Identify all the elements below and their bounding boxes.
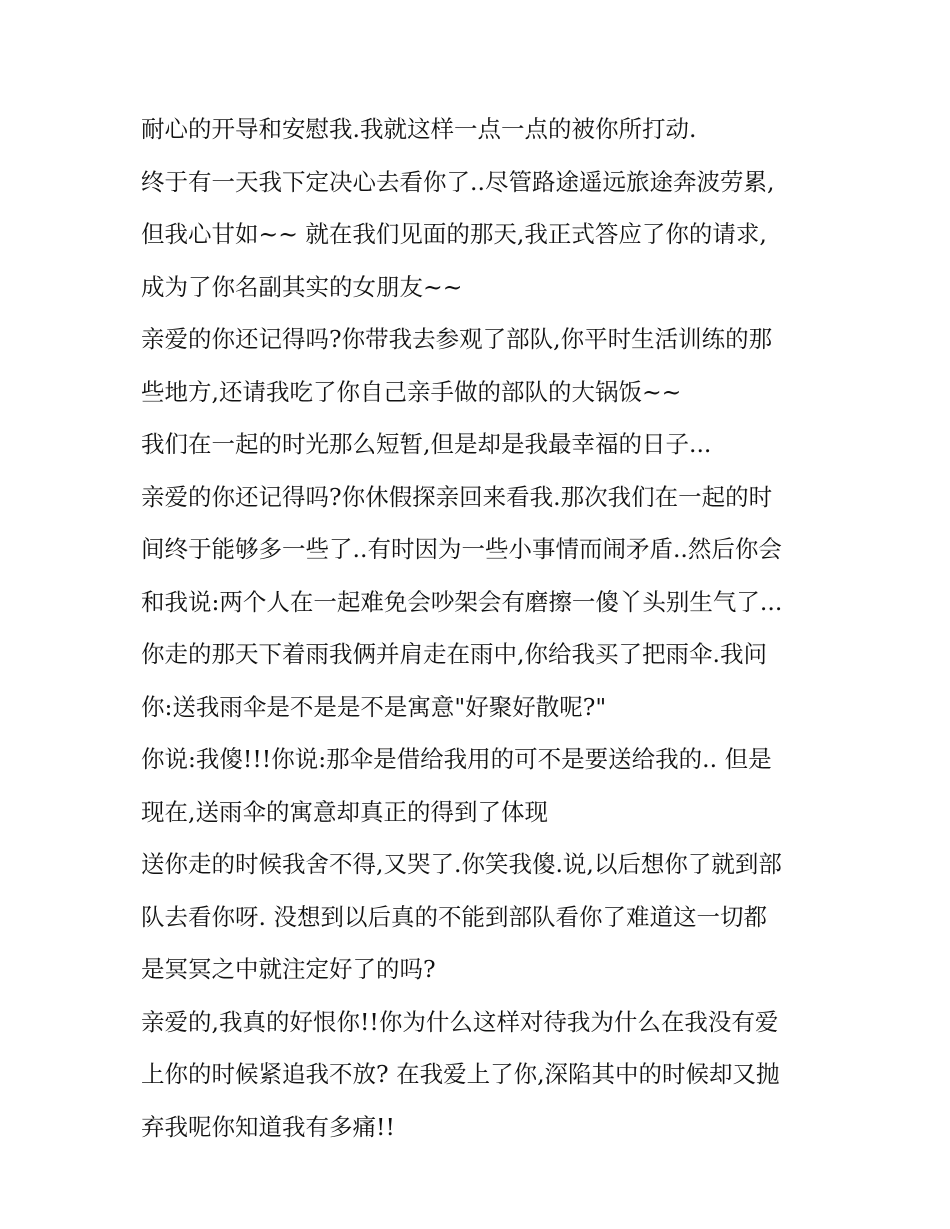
text-line: 你:送我雨伞是不是是不是寓意"好聚好散呢?"	[141, 692, 607, 721]
text-line: 些地方,还请我吃了你自己亲手做的部队的大锅饭~~	[141, 377, 682, 406]
text-line: 你说:我傻!!!你说:那伞是借给我用的可不是要送给我的.. 但是	[141, 745, 772, 773]
text-line: 亲爱的你还记得吗?你休假探亲回来看我.那次我们在一起的时	[141, 482, 773, 511]
text-line: 亲爱的,我真的好恨你!!你为什么这样对待我为什么在我没有爱	[141, 1007, 779, 1036]
text-line: 我们在一起的时光那么短暂,但是却是我最幸福的日子...	[141, 430, 712, 458]
text-line: 成为了你名副其实的女朋友~~	[141, 272, 463, 301]
text-line: 间终于能够多一些了..有时因为一些小事情而闹矛盾..然后你会	[141, 535, 782, 563]
text-line: 和我说:两个人在一起难免会吵架会有磨擦一傻丫头别生气了...	[141, 587, 783, 616]
text-line: 队去看你呀. 没想到以后真的不能到部队看你了难道这一切都	[141, 902, 767, 931]
text-line: 耐心的开导和安慰我.我就这样一点一点的被你所打动.	[141, 115, 697, 143]
text-line: 亲爱的你还记得吗?你带我去参观了部队,你平时生活训练的那	[141, 325, 773, 353]
document-body	[141, 103, 821, 1153]
text-line: 但我心甘如~~ 就在我们见面的那天,我正式答应了你的请求,	[141, 220, 767, 248]
text-line: 你走的那天下着雨我俩并肩走在雨中,你给我买了把雨伞.我问	[141, 640, 767, 668]
text-line: 现在,送雨伞的寓意却真正的得到了体现	[141, 797, 548, 826]
text-line: 是冥冥之中就注定好了的吗?	[141, 955, 436, 983]
text-line: 上你的时候紧追我不放? 在我爱上了你,深陷其中的时候却又抛	[141, 1060, 780, 1088]
text-line: 终于有一天我下定决心去看你了..尽管路途遥远旅途奔波劳累,	[141, 167, 775, 196]
text-line: 送你走的时候我舍不得,又哭了.你笑我傻.说,以后想你了就到部	[141, 850, 782, 878]
text-line: 弃我呢你知道我有多痛!!	[141, 1112, 395, 1141]
